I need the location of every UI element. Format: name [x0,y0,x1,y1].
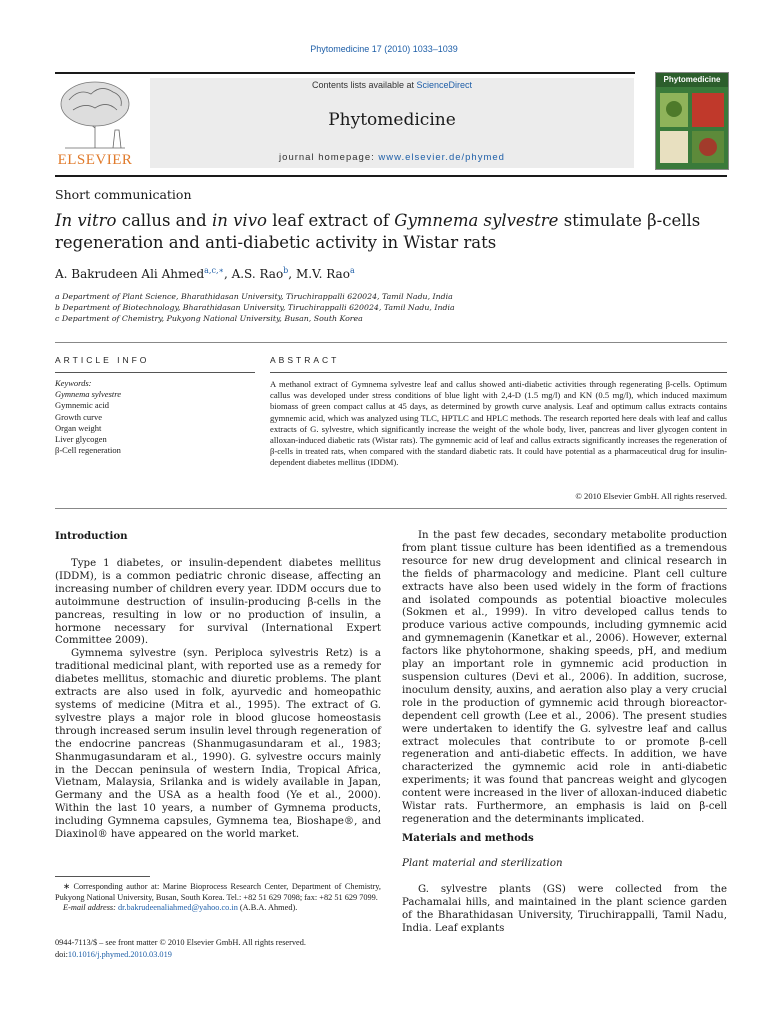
doi-label: doi: [55,949,68,959]
author-affiliation-marker[interactable]: b [283,266,289,275]
email-suffix: (A.B.A. Ahmed). [237,903,298,913]
title-part-3: in vivo [211,211,267,230]
keyword: Growth curve [55,411,102,422]
journal-homepage [150,152,634,163]
abstract-heading: ABSTRACT [270,355,340,365]
title-part-4: leaf extract of [266,211,395,230]
methods-text [402,884,727,936]
cover-title: Phytomedicine [663,75,721,84]
keyword: Gymnemic acid [55,400,110,411]
abstract-text: A methanol extract of Gymnema sylvestre leaf and callus showed anti-diabetic activities through regenerating β-cells. Optimum callus was developed under stress conditions of blue light with 2,4-D (1.5 mg/l) and KN (0.5 mg/l), which induced maximum biomass of green compact callus at 45 days, as determined by growth curve analysis. Leaf and optimum callus extracts contains gymnemic acid, which was analyzed using TLC, HPTLC and HPLC methods. The research reported here deals with leaf and callus extracts of G. sylvestre, which significantly increase the weight of the whole body, liver, pancreas and liver glycogen content in alloxan-induced diabetic rats (Wistar rats). The gymnemic acid of leaf and callus extracts significantly increases the regeneration of β-cells in treated rats, when compared with the standard diabetic rats. It could have potential as a pharmaceutical drug for insulin-dependent diabetes mellitus (IDDM). [270,379,727,468]
author-name[interactable]: M.V. Rao [295,267,350,281]
author-name[interactable]: A. Bakrudeen Ali Ahmed [55,267,205,281]
title-part-5: Gymnema sylvestre [394,211,559,230]
header-top-rule [55,72,635,74]
article-info-heading: ARTICLE INFO [55,355,150,365]
keywords-label: Keywords: [55,378,92,388]
contents-prefix: Contents lists available at [311,80,417,90]
footnote-rule [55,876,150,877]
methods-subheading: Plant material and sterilization [402,858,563,869]
methods-heading: Materials and methods [402,832,534,844]
author-name[interactable]: A.S. Rao [231,267,284,281]
affiliation-c: c Department of Chemistry, Pukyong National University, Busan, South Korea [55,314,363,323]
doi-link[interactable]: 10.1016/j.phymed.2010.03.019 [67,949,172,959]
journal-name: Phytomedicine [328,110,456,130]
title-part-2: callus and [116,211,212,230]
corresponding-author-text: ∗ Corresponding author at: Marine Bioprocess Research Center, Department of Chemistry, Pukyong National University, Busan, South Korea. Tel.: +82 51 629 7098; fax: +82 51 629 7099. [55,882,381,902]
author-list: A. Bakrudeen Ali Ahmed$^{a,c,∗}$, A.S. Rao$^b$, M.V. Rao$^a$ [55,266,355,281]
title-part-6: stimulate β-cells regeneration and anti-diabetic activity in Wistar rats [55,211,701,252]
keyword: Liver glycogen [55,434,107,445]
right-column-text [402,530,727,827]
article-title [55,210,727,254]
issn-line: 0944-7113/$ – see front matter © 2010 Elsevier GmbH. All rights reserved. [55,938,306,947]
abstract-copyright: © 2010 Elsevier GmbH. All rights reserved. [575,491,727,501]
issn-block [55,937,306,960]
introduction-heading: Introduction [55,530,128,542]
homepage-link[interactable]: www.elsevier.de/phymed [378,152,505,163]
section-divider [55,342,727,343]
keyword: β-Cell regeneration [55,445,121,456]
abstract-bottom-rule [55,508,727,509]
title-part-1: In vitro [55,211,117,230]
sciencedirect-link[interactable]: ScienceDirect [416,80,473,90]
homepage-prefix: journal homepage: [279,152,379,163]
corresponding-author-footnote [55,882,381,914]
body-paragraph: G. sylvestre plants (GS) were collected from the Pachamalai hills, and maintained in the plant science garden of the Bharathidasan University, Tiruchirappalli, Tamil Nadu, India. Leaf explants [402,884,727,934]
elsevier-wordmark: ELSEVIER [57,152,133,168]
email-label: E-mail address: [63,903,118,913]
body-paragraph: Type 1 diabetes, or insulin-dependent diabetes mellitus (IDDM), is a common pediatric chronic disease, affecting an increasing number of children every year. IDDM occurs due to autoimmune destruction of insulin-producing β-cells in the pancreas, resulting in low or no production of insulin, a hormone necessary for survival (International Expert Committee 2009). [55,558,381,647]
abstract-rule [270,372,727,373]
article-info-rule [55,372,255,373]
header-bottom-rule [55,175,727,177]
keywords-block [55,378,121,456]
article-type: Short communication [55,187,192,202]
journal-reference[interactable]: Phytomedicine 17 (2010) 1033–1039 [310,44,458,54]
affiliation-b: b Department of Biotechnology, Bharathidasan University, Tiruchirappalli 620024, Tamil Nadu, India [55,303,455,312]
left-column-text [55,558,381,842]
affiliation-a: a Department of Plant Science, Bharathidasan University, Tiruchirappalli 620024, Tamil Nadu, India [55,292,453,301]
email-link[interactable]: dr.bakrudeenaliahmed@yahoo.co.in [118,903,238,913]
journal-cover-image [655,72,729,170]
keyword: Gymnema sylvestre [55,389,122,400]
body-paragraph: Gymnema sylvestre (syn. Periploca sylvestris Retz) is a traditional medicinal plant, with reported use as a remedy for diabetes mellitus, stomachic and diuretic problems. The plant extracts are also used in folk, ayurvedic and homeopathic systems of medicine (Mitra et al., 1995). The extract of G. sylvestre plays a major role in blood glucose homeostasis through increased serum insulin level through regeneration of the endocrine pancreas (Shanmugasundaram et al., 1983; Shanmugasundaram et al., 1990). G. sylvestre occurs mainly in the Deccan peninsula of western India, Tropical Africa, Vietnam, Malaysia, Srilanka and is widely available in Japan, Germany and the USA as a health food (Ye et al., 2000). Within the last 10 years, a number of Gymnema products, including Gymnema capsules, Gymnema tea, Bioshape®, and Diaxinol® have appeared on the world market. [55,648,381,841]
contents-availability [150,80,634,90]
author-affiliation-marker[interactable]: a,c,∗ [204,266,224,275]
keyword: Organ weight [55,422,102,433]
author-affiliation-marker[interactable]: a [349,266,355,275]
body-paragraph: In the past few decades, secondary metabolite production from plant tissue culture has been identified as a tremendous resource for new drug development and clinical research in the fields of pharmacology and medicine. Plant cell culture extracts have also been used widely in the form of fractions and isolated compounds as potential bioactive molecules (Sokmen et al., 1999). In vitro developed callus tends to produce various active compounds, including gymnemic acid and gymnemagenin (Kanetkar et al., 2006). However, external factors like phytohormone, shaking speeds, pH, and medium play an important role in gymnemic acid production in suspension cultures (Devi et al., 2006). In addition, sucrose, inoculum density, auxins, and aeration also play a very crucial role in the production of gymnemic acid through bioreactor-dependent cell growth (Lee et al., 2006). The present studies were undertaken to identify the G. sylvestre leaf and callus extract molecules that contribute to or promote β-cell regeneration and anti-diabetic effects. In addition, we have characterized the gymnemic acid role in anti-diabetic experiments; it was found that pancreas weight and glycogen content were increased in the liver of alloxan-induced diabetic Wistar rats. Furthermore, an emphasis is laid on β-cell regeneration and the determinants implicated. [402,530,727,825]
